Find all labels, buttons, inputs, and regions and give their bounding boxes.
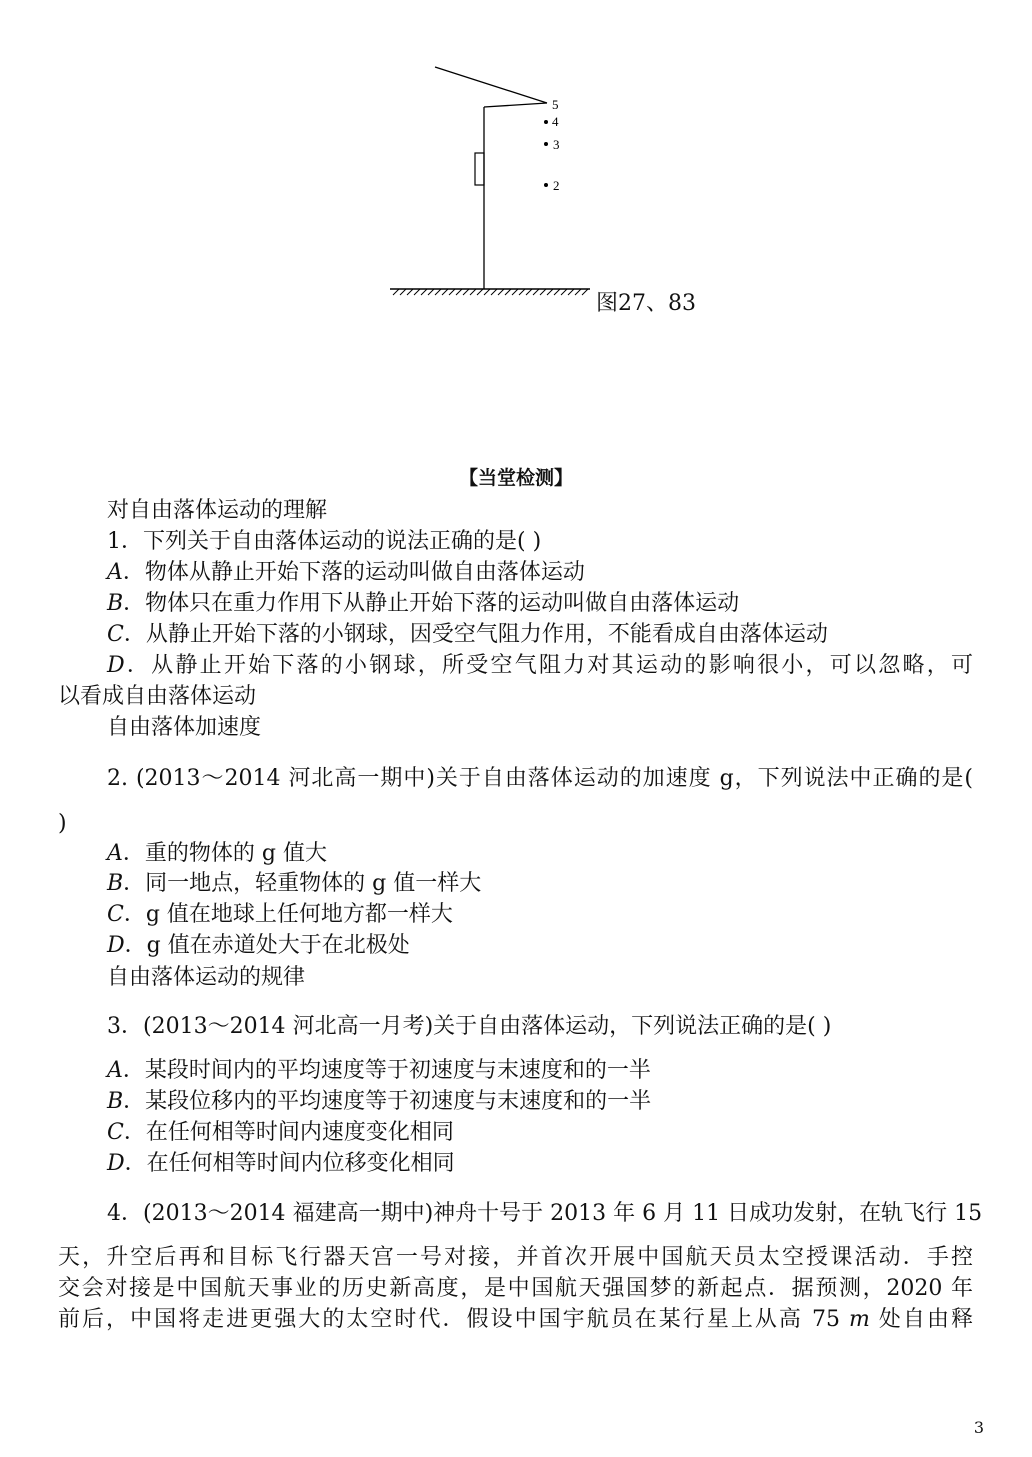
option-letter: C bbox=[107, 622, 124, 647]
question-2-option-d bbox=[107, 931, 410, 961]
question-text: 前后，中国将走进更强大的太空时代．假设中国宇航员在某行星上从高 75 bbox=[58, 1307, 849, 1332]
question-4-line-3: 交会对接是中国航天事业的历史新高度，是中国航天强国梦的新起点．据预测，2020 年 bbox=[58, 1276, 973, 1301]
option-text: ．同一地点，轻重物体的 g 值一样大 bbox=[123, 871, 482, 896]
topic-heading-1: 对自由落体运动的理解 bbox=[107, 498, 328, 523]
option-text: ．物体只在重力作用下从静止开始下落的运动叫做自由落体运动 bbox=[123, 591, 740, 616]
question-2-option-b bbox=[107, 869, 481, 899]
option-text: ．g 值在赤道处大于在北极处 bbox=[124, 933, 410, 958]
question-1-option-d bbox=[107, 651, 973, 681]
window-rect bbox=[475, 153, 484, 185]
question-1-stem: 1．下列关于自由落体运动的说法正确的是( ) bbox=[107, 529, 542, 554]
option-text: ．在任何相等时间内速度变化相同 bbox=[123, 1120, 454, 1145]
point-2-dot bbox=[544, 183, 548, 187]
question-3-option-b bbox=[107, 1087, 651, 1117]
point-label-3: 3 bbox=[553, 137, 560, 152]
option-text: ．某段位移内的平均速度等于初速度与末速度和的一半 bbox=[123, 1089, 652, 1114]
question-3-stem bbox=[107, 1012, 831, 1042]
option-letter: D bbox=[107, 933, 125, 958]
option-text: ．某段时间内的平均速度等于初速度与末速度和的一半 bbox=[122, 1058, 651, 1083]
figure-caption-prefix: 图 bbox=[596, 291, 619, 316]
question-1-option-a bbox=[107, 558, 585, 588]
unit-symbol: m bbox=[849, 1307, 870, 1332]
page-number: 3 bbox=[973, 1418, 984, 1437]
option-letter: D bbox=[107, 653, 125, 678]
question-2-option-a bbox=[107, 839, 327, 869]
point-label-5: 5 bbox=[552, 97, 559, 112]
topic-heading-2: 自由落体加速度 bbox=[107, 715, 262, 740]
option-text: ．g 值在地球上任何地方都一样大 bbox=[123, 902, 453, 927]
option-text: ．从静止开始下落的小钢球，因受空气阻力作用，不能看成自由落体运动 bbox=[123, 622, 828, 647]
question-4-line-4 bbox=[58, 1305, 973, 1335]
question-1-option-d-continuation: 以看成自由落体运动 bbox=[58, 684, 257, 709]
figure-caption bbox=[596, 286, 696, 317]
question-source: 福建高一期中 bbox=[292, 1201, 425, 1226]
option-letter: C bbox=[107, 1120, 124, 1145]
option-text: ．物体从静止开始下落的运动叫做自由落体运动 bbox=[122, 560, 585, 585]
roof-line bbox=[435, 67, 547, 103]
question-4-line-2: 天，升空后再和目标飞行器天宫一号对接，并首次开展中国航天员太空授课活动．手控 bbox=[58, 1245, 973, 1270]
option-text: ．重的物体的 g 值大 bbox=[122, 841, 327, 866]
question-source: 河北高一期中 bbox=[288, 766, 427, 791]
question-3-option-c bbox=[107, 1118, 454, 1148]
question-text: )关于自由落体运动的加速度 g，下列说法中正确的是( bbox=[426, 766, 973, 791]
question-number: 3．(2013～2014 bbox=[107, 1014, 293, 1039]
question-text: )神舟十号于 2013 年 6 月 11 日成功发射，在轨飞行 15 bbox=[424, 1201, 983, 1226]
point-label-2: 2 bbox=[553, 178, 560, 193]
question-number: 4．(2013～2014 bbox=[107, 1201, 293, 1226]
option-letter: A bbox=[107, 841, 123, 866]
option-letter: B bbox=[107, 591, 124, 616]
option-letter: B bbox=[107, 871, 124, 896]
question-text: )关于自由落体运动，下列说法正确的是( ) bbox=[424, 1014, 832, 1039]
figure-caption-number: 27、83 bbox=[618, 291, 697, 316]
point-label-4: 4 bbox=[552, 114, 559, 129]
ground-hatching bbox=[393, 289, 588, 295]
option-text: ．从静止开始下落的小钢球，所受空气阻力对其运动的影响很小，可以忽略，可 bbox=[124, 653, 973, 678]
option-letter: A bbox=[107, 560, 123, 585]
question-3-option-a bbox=[107, 1056, 651, 1086]
question-2-stem-close: ) bbox=[58, 811, 67, 836]
question-3-option-d bbox=[107, 1149, 455, 1179]
question-source: 河北高一月考 bbox=[292, 1014, 425, 1039]
point-4-dot bbox=[544, 120, 548, 124]
option-letter: C bbox=[107, 902, 124, 927]
option-letter: B bbox=[107, 1089, 124, 1114]
question-text-end: 处自由释 bbox=[869, 1307, 973, 1332]
topic-heading-3: 自由落体运动的规律 bbox=[107, 965, 306, 990]
point-3-dot bbox=[544, 142, 548, 146]
option-letter: A bbox=[107, 1058, 123, 1083]
question-2-option-c bbox=[107, 900, 453, 930]
question-number: 2. (2013～2014 bbox=[107, 766, 289, 791]
question-1-option-c bbox=[107, 620, 828, 650]
question-1-option-b bbox=[107, 589, 739, 619]
free-fall-figure bbox=[385, 55, 715, 315]
option-letter: D bbox=[107, 1151, 125, 1176]
eave-line bbox=[484, 103, 547, 107]
option-text: ．在任何相等时间内位移变化相同 bbox=[124, 1151, 455, 1176]
question-4-line-1 bbox=[107, 1199, 983, 1229]
section-title: 【当堂检测】 bbox=[458, 467, 573, 489]
question-2-stem bbox=[107, 764, 973, 794]
